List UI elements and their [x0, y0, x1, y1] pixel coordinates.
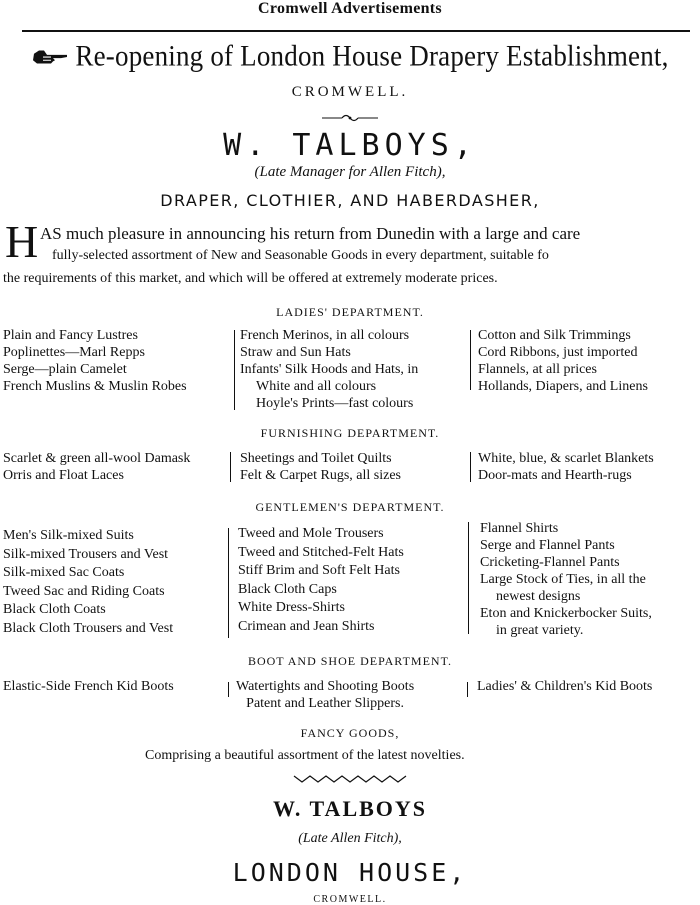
list-item: Flannels, at all prices [478, 362, 597, 377]
footer-town: CROMWELL. [313, 894, 387, 905]
footer-note: (Late Allen Fitch), [298, 831, 402, 846]
list-item: Crimean and Jean Shirts [238, 618, 375, 634]
list-item: Scarlet & green all-wool Damask [3, 451, 191, 466]
proprietor-name: W. TALBOYS, [223, 128, 477, 163]
column-divider [468, 522, 469, 634]
pointing-hand-icon [31, 40, 69, 73]
list-item: White and all colours [256, 379, 377, 394]
list-item: in great variety. [496, 623, 584, 638]
fancy-goods-description: Comprising a beautiful assortment of the latest novelties. [145, 748, 465, 763]
list-item: Black Cloth Trousers and Vest [3, 620, 174, 636]
gentlemen-col-1 [3, 527, 173, 638]
list-item: White Dress-Shirts [238, 600, 345, 615]
furnishing-col-1 [3, 450, 190, 484]
list-item: Tweed Sac and Riding Coats [3, 583, 165, 599]
list-item: Large Stock of Ties, in all the [480, 572, 646, 587]
headline [0, 40, 700, 74]
list-item: Sheetings and Toilet Quilts [240, 451, 392, 466]
list-item: Door-mats and Hearth-rugs [478, 468, 632, 483]
list-item: Hoyle's Prints—fast colours [256, 396, 414, 411]
list-item: Orris and Float Laces [3, 468, 124, 483]
column-divider [470, 330, 471, 390]
list-item: Serge—plain Camelet [3, 362, 127, 377]
ladies-col-3 [478, 327, 648, 395]
list-item: Plain and Fancy Lustres [3, 328, 138, 343]
footer-shop: LONDON HOUSE, [232, 858, 468, 887]
list-item: Watertights and Shooting Boots [236, 679, 415, 694]
column-divider [467, 682, 468, 697]
intro-line-3: the requirements of this market, and which will be offered at extremely moderate prices. [3, 271, 498, 286]
gentlemen-department-title: GENTLEMEN'S DEPARTMENT. [255, 500, 445, 514]
drop-cap: H [5, 216, 39, 267]
gentlemen-col-3 [480, 520, 652, 639]
list-item: Stiff Brim and Soft Felt Hats [238, 563, 400, 578]
list-item: Cord Ribbons, just imported [478, 345, 638, 360]
flourish-divider [0, 110, 700, 128]
list-item: French Merinos, in all colours [240, 328, 410, 343]
intro-line-1: AS much pleasure in announcing his return from Dunedin with a large and care [40, 224, 581, 243]
fancy-goods-title: FANCY GOODS, [300, 726, 400, 740]
list-item: French Muslins & Muslin Robes [3, 379, 187, 394]
column-divider [228, 528, 229, 638]
intro-line-2: fully-selected assortment of New and Seasonable Goods in every department, suitable fo [52, 248, 549, 263]
list-item: Poplinettes—Marl Repps [3, 345, 145, 360]
list-item: Straw and Sun Hats [240, 345, 351, 360]
gentlemen-col-2 [238, 525, 404, 636]
list-item: White, blue, & scarlet Blankets [478, 451, 654, 466]
header-rule [22, 30, 690, 32]
column-divider [234, 330, 235, 410]
trades-line: DRAPER, CLOTHIER, AND HABERDASHER, [160, 191, 540, 210]
town-name: CROMWELL. [291, 84, 409, 100]
list-item: Eton and Knickerbocker Suits, [480, 606, 652, 621]
ladies-col-2 [240, 327, 418, 412]
list-item: Black Cloth Caps [238, 581, 337, 597]
running-header: Cromwell Advertisements [258, 0, 442, 17]
boots-department-title: BOOT AND SHOE DEPARTMENT. [247, 654, 453, 668]
list-item: Flannel Shirts [480, 521, 559, 536]
column-divider [470, 452, 471, 482]
furnishing-col-2 [240, 450, 401, 484]
ladies-col-1 [3, 327, 187, 395]
proprietor-note: (Late Manager for Allen Fitch), [254, 164, 446, 180]
list-item: Cricketing-Flannel Pants [480, 555, 620, 570]
list-item: Felt & Carpet Rugs, all sizes [240, 468, 401, 483]
list-item: Hollands, Diapers, and Linens [478, 379, 648, 394]
boots-col-1 [3, 678, 174, 695]
footer-name: W. TALBOYS [272, 796, 428, 821]
column-divider [230, 452, 231, 482]
boots-col-2 [236, 678, 414, 712]
list-item: Tweed and Stitched-Felt Hats [238, 544, 404, 560]
boots-col-3 [477, 678, 652, 695]
list-item: Elastic-Side French Kid Boots [3, 679, 174, 694]
list-item: Silk-mixed Sac Coats [3, 565, 125, 580]
zigzag-divider [0, 771, 700, 789]
furnishing-department-title: FURNISHING DEPARTMENT. [260, 426, 440, 440]
list-item: Men's Silk-mixed Suits [3, 528, 134, 543]
list-item: Patent and Leather Slippers. [246, 696, 404, 711]
list-item: Infants' Silk Hoods and Hats, in [240, 362, 419, 377]
list-item: Silk-mixed Trousers and Vest [3, 546, 169, 562]
furnishing-col-3 [478, 450, 654, 484]
column-divider [228, 682, 229, 697]
list-item: Serge and Flannel Pants [480, 538, 615, 553]
list-item: Ladies' & Children's Kid Boots [477, 679, 653, 694]
ladies-department-title: LADIES' DEPARTMENT. [276, 305, 424, 319]
list-item: newest designs [496, 589, 581, 604]
list-item: Black Cloth Coats [3, 602, 106, 617]
list-item: Tweed and Mole Trousers [238, 526, 384, 541]
list-item: Cotton and Silk Trimmings [478, 328, 631, 343]
headline-text: Re-opening of London House Drapery Establishment, [75, 39, 669, 73]
